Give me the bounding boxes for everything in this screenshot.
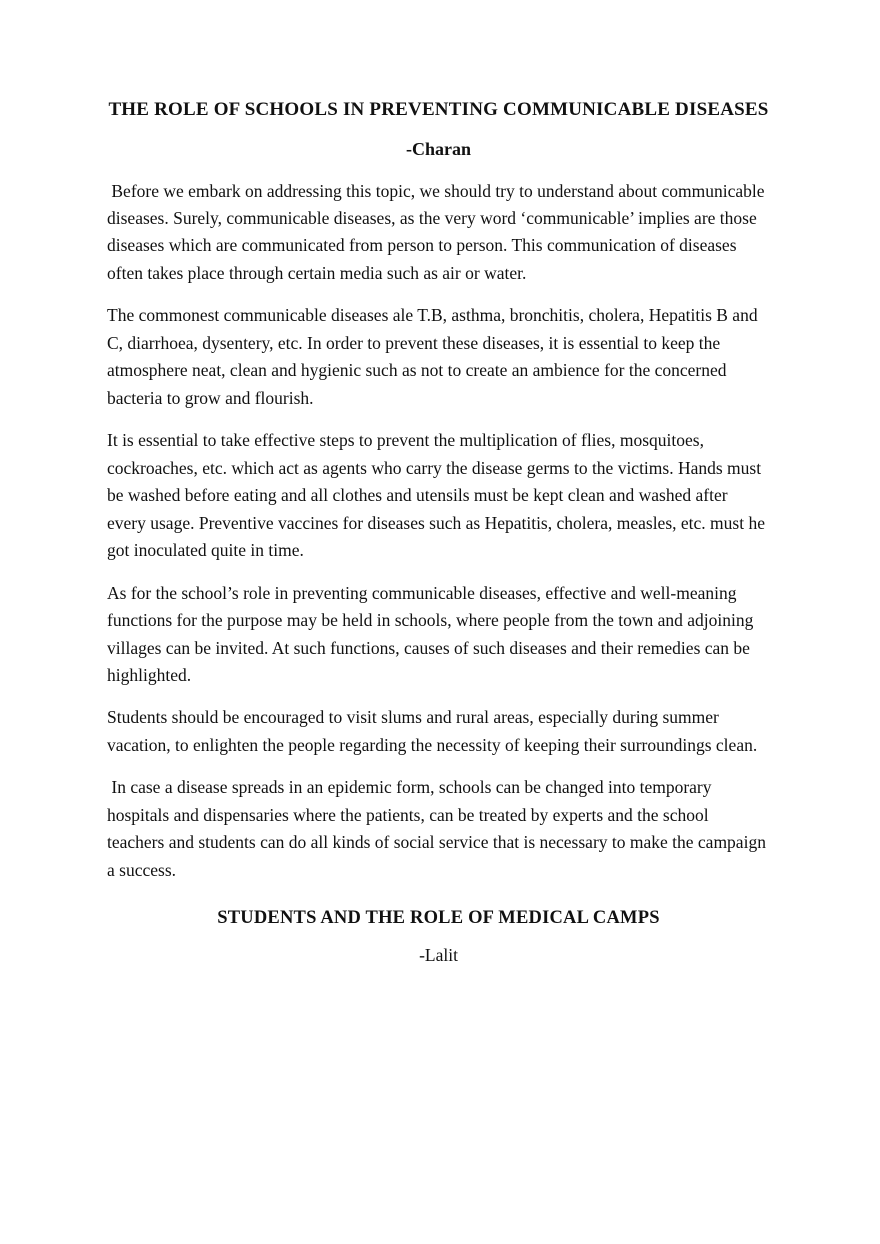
paragraph-school-role: As for the school’s role in preventing communicable diseases, effective and well-meaning functions for the purpose may be held in schools, where people from the town and adjoining villages can be invited. At such functions, causes of such diseases and their remedies can be highlighted. bbox=[107, 582, 758, 685]
author-byline-lalit: -Lalit bbox=[419, 945, 458, 966]
paragraph-students-slums: Students should be encouraged to visit slums and rural areas, especially during summer vacation, to enlighten the people regarding the necessity of keeping their surroundings clean. bbox=[107, 707, 758, 755]
paragraph-commonest-diseases: The commonest communicable diseases ale T.B, asthma, bronchitis, cholera, Hepatitis B and C, diarrhoea, dysentery, etc. In order to prevent these diseases, it is essential to keep the atmosphere neat, clean and hygienic such as not to create an ambience for the concerned bacteria to grow and flourish. bbox=[107, 305, 762, 408]
document-title: THE ROLE OF SCHOOLS IN PREVENTING COMMUNICABLE DISEASES bbox=[108, 99, 769, 120]
paragraph-intro: Before we embark on addressing this topic, we should try to understand about communicable diseases. Surely, communicable diseases, as the very word ‘communicable’ implies are those diseases which are communicated from person to person. This communication of diseases often takes place through certain media such as air or water. bbox=[107, 180, 769, 283]
paragraph-epidemic: In case a disease spreads in an epidemic form, schools can be changed into temporary hospitals and dispensaries where the patients, can be treated by experts and the school teachers and students can do all kinds of social service that is necessary to make the campaign a success. bbox=[107, 777, 771, 880]
section-heading-medical-camps: STUDENTS AND THE ROLE OF MEDICAL CAMPS bbox=[217, 908, 660, 929]
paragraph-effective-steps: It is essential to take effective steps to prevent the multiplication of flies, mosquitoes, cockroaches, etc. which act as agents who carry the disease germs to the victims. Hands must be washed before eating and all clothes and utensils must be kept clean and washed after every usage. Preventive vaccines for diseases such as Hepatitis, cholera, measles, etc. must he got inoculated quite in time. bbox=[107, 430, 770, 561]
author-byline-charan: -Charan bbox=[405, 138, 471, 159]
